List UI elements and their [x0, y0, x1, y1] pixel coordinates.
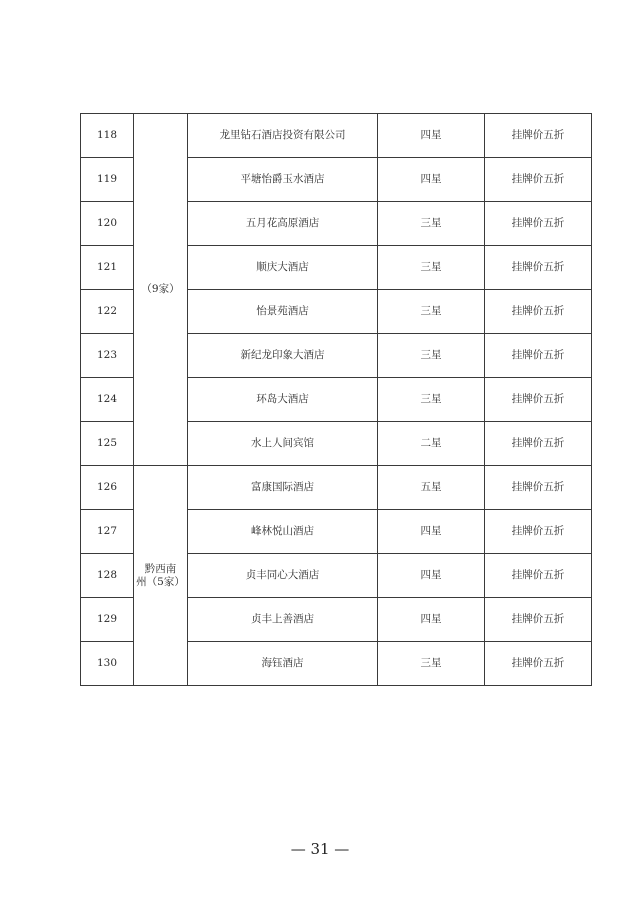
hotel-name-cell: 峰林悦山酒店 [188, 510, 378, 554]
star-rating-cell: 三星 [378, 642, 485, 686]
discount-cell: 挂牌价五折 [485, 642, 592, 686]
row-number-cell: 124 [81, 378, 134, 422]
star-rating-cell: 五星 [378, 466, 485, 510]
row-number-cell: 130 [81, 642, 134, 686]
row-number-cell: 127 [81, 510, 134, 554]
row-number-cell: 118 [81, 114, 134, 158]
row-number-cell: 121 [81, 246, 134, 290]
discount-cell: 挂牌价五折 [485, 290, 592, 334]
row-number-cell: 120 [81, 202, 134, 246]
row-number-cell: 119 [81, 158, 134, 202]
hotel-name-cell: 五月花高原酒店 [188, 202, 378, 246]
hotel-name-cell: 贞丰同心大酒店 [188, 554, 378, 598]
row-number-cell: 128 [81, 554, 134, 598]
star-rating-cell: 四星 [378, 114, 485, 158]
hotel-name-cell: 顺庆大酒店 [188, 246, 378, 290]
hotel-name-cell: 水上人间宾馆 [188, 422, 378, 466]
star-rating-cell: 二星 [378, 422, 485, 466]
discount-cell: 挂牌价五折 [485, 378, 592, 422]
hotel-name-cell: 环岛大酒店 [188, 378, 378, 422]
hotel-name-cell: 贞丰上善酒店 [188, 598, 378, 642]
star-rating-cell: 四星 [378, 554, 485, 598]
discount-cell: 挂牌价五折 [485, 422, 592, 466]
discount-cell: 挂牌价五折 [485, 510, 592, 554]
row-number-cell: 122 [81, 290, 134, 334]
hotel-name-cell: 龙里钻石酒店投资有限公司 [188, 114, 378, 158]
star-rating-cell: 三星 [378, 378, 485, 422]
region-cell: （9家） [134, 114, 188, 466]
region-label-line2: 州（5家） [136, 575, 185, 588]
hotel-name-cell: 富康国际酒店 [188, 466, 378, 510]
row-number-cell: 129 [81, 598, 134, 642]
hotel-name-cell: 怡景苑酒店 [188, 290, 378, 334]
discount-cell: 挂牌价五折 [485, 598, 592, 642]
hotel-name-cell: 海钰酒店 [188, 642, 378, 686]
hotel-discount-table [80, 113, 592, 686]
region-label-line1: 黔西南 [144, 562, 177, 575]
star-rating-cell: 四星 [378, 598, 485, 642]
table-row [81, 114, 592, 158]
discount-cell: 挂牌价五折 [485, 554, 592, 598]
discount-cell: 挂牌价五折 [485, 158, 592, 202]
row-number-cell: 126 [81, 466, 134, 510]
row-number-cell: 125 [81, 422, 134, 466]
star-rating-cell: 三星 [378, 246, 485, 290]
star-rating-cell: 三星 [378, 202, 485, 246]
hotel-name-cell: 平塘怡爵玉水酒店 [188, 158, 378, 202]
star-rating-cell: 四星 [378, 158, 485, 202]
star-rating-cell: 三星 [378, 290, 485, 334]
discount-cell: 挂牌价五折 [485, 466, 592, 510]
hotel-name-cell: 新纪龙印象大酒店 [188, 334, 378, 378]
discount-cell: 挂牌价五折 [485, 334, 592, 378]
region-cell [134, 466, 188, 686]
row-number-cell: 123 [81, 334, 134, 378]
discount-cell: 挂牌价五折 [485, 114, 592, 158]
page-number: — 31 — [290, 840, 350, 858]
hotel-table-body [81, 114, 592, 686]
table-row [81, 466, 592, 510]
star-rating-cell: 三星 [378, 334, 485, 378]
discount-cell: 挂牌价五折 [485, 246, 592, 290]
star-rating-cell: 四星 [378, 510, 485, 554]
discount-cell: 挂牌价五折 [485, 202, 592, 246]
